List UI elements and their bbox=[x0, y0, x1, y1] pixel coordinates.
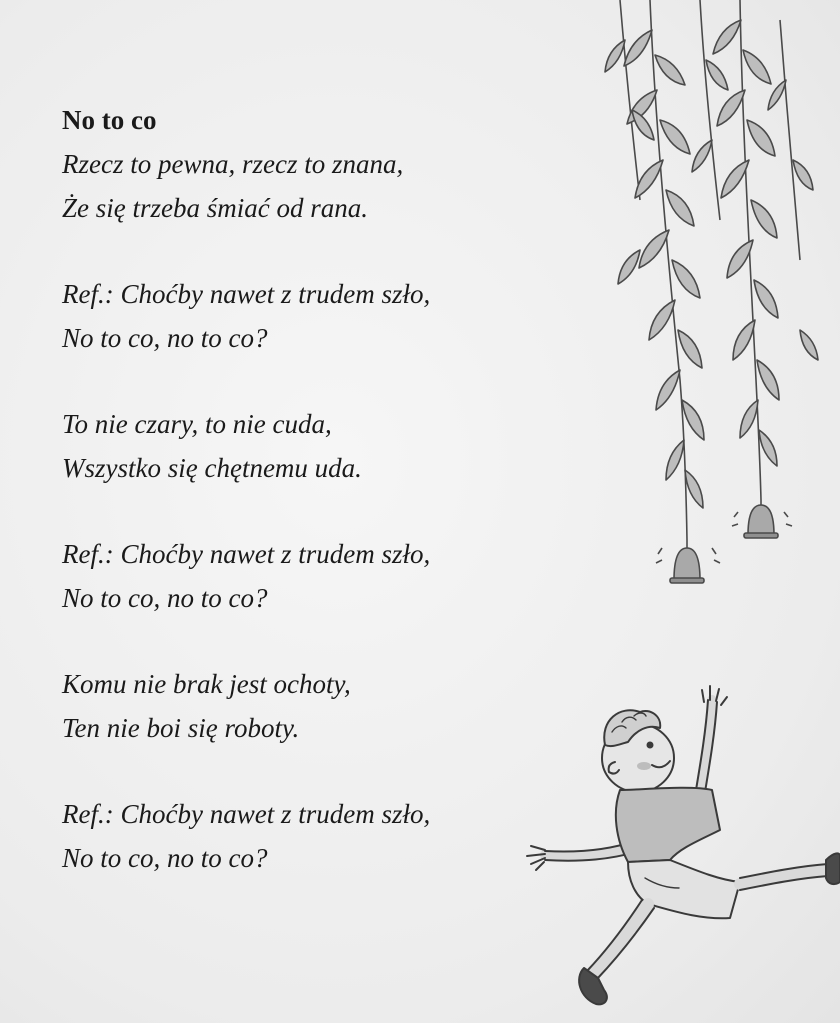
stanza-line: Rzecz to pewna, rzecz to znana, bbox=[62, 149, 404, 179]
stanza-line: Ten nie boi się roboty. bbox=[62, 713, 300, 743]
refrain-line: No to co, no to co? bbox=[62, 583, 268, 613]
refrain-line: Ref.: Choćby nawet z trudem szło, bbox=[62, 539, 431, 569]
poem-title: No to co bbox=[62, 105, 157, 135]
refrain-line: No to co, no to co? bbox=[62, 323, 268, 353]
poem bbox=[62, 98, 582, 880]
refrain-1 bbox=[62, 272, 582, 360]
refrain-line: Ref.: Choćby nawet z trudem szło, bbox=[62, 279, 431, 309]
willow-branches-with-bells-icon bbox=[605, 0, 818, 583]
stanza-line: Komu nie brak jest ochoty, bbox=[62, 669, 351, 699]
stanza-line: To nie czary, to nie cuda, bbox=[62, 409, 332, 439]
stanza-3 bbox=[62, 662, 582, 750]
refrain-3 bbox=[62, 792, 582, 880]
refrain-line: No to co, no to co? bbox=[62, 843, 268, 873]
stanza-1 bbox=[62, 142, 582, 230]
refrain-line: Ref.: Choćby nawet z trudem szło, bbox=[62, 799, 431, 829]
stanza-line: Wszystko się chętnemu uda. bbox=[62, 453, 362, 483]
refrain-2 bbox=[62, 532, 582, 620]
stanza-2 bbox=[62, 402, 582, 490]
stanza-line: Że się trzeba śmiać od rana. bbox=[62, 193, 368, 223]
